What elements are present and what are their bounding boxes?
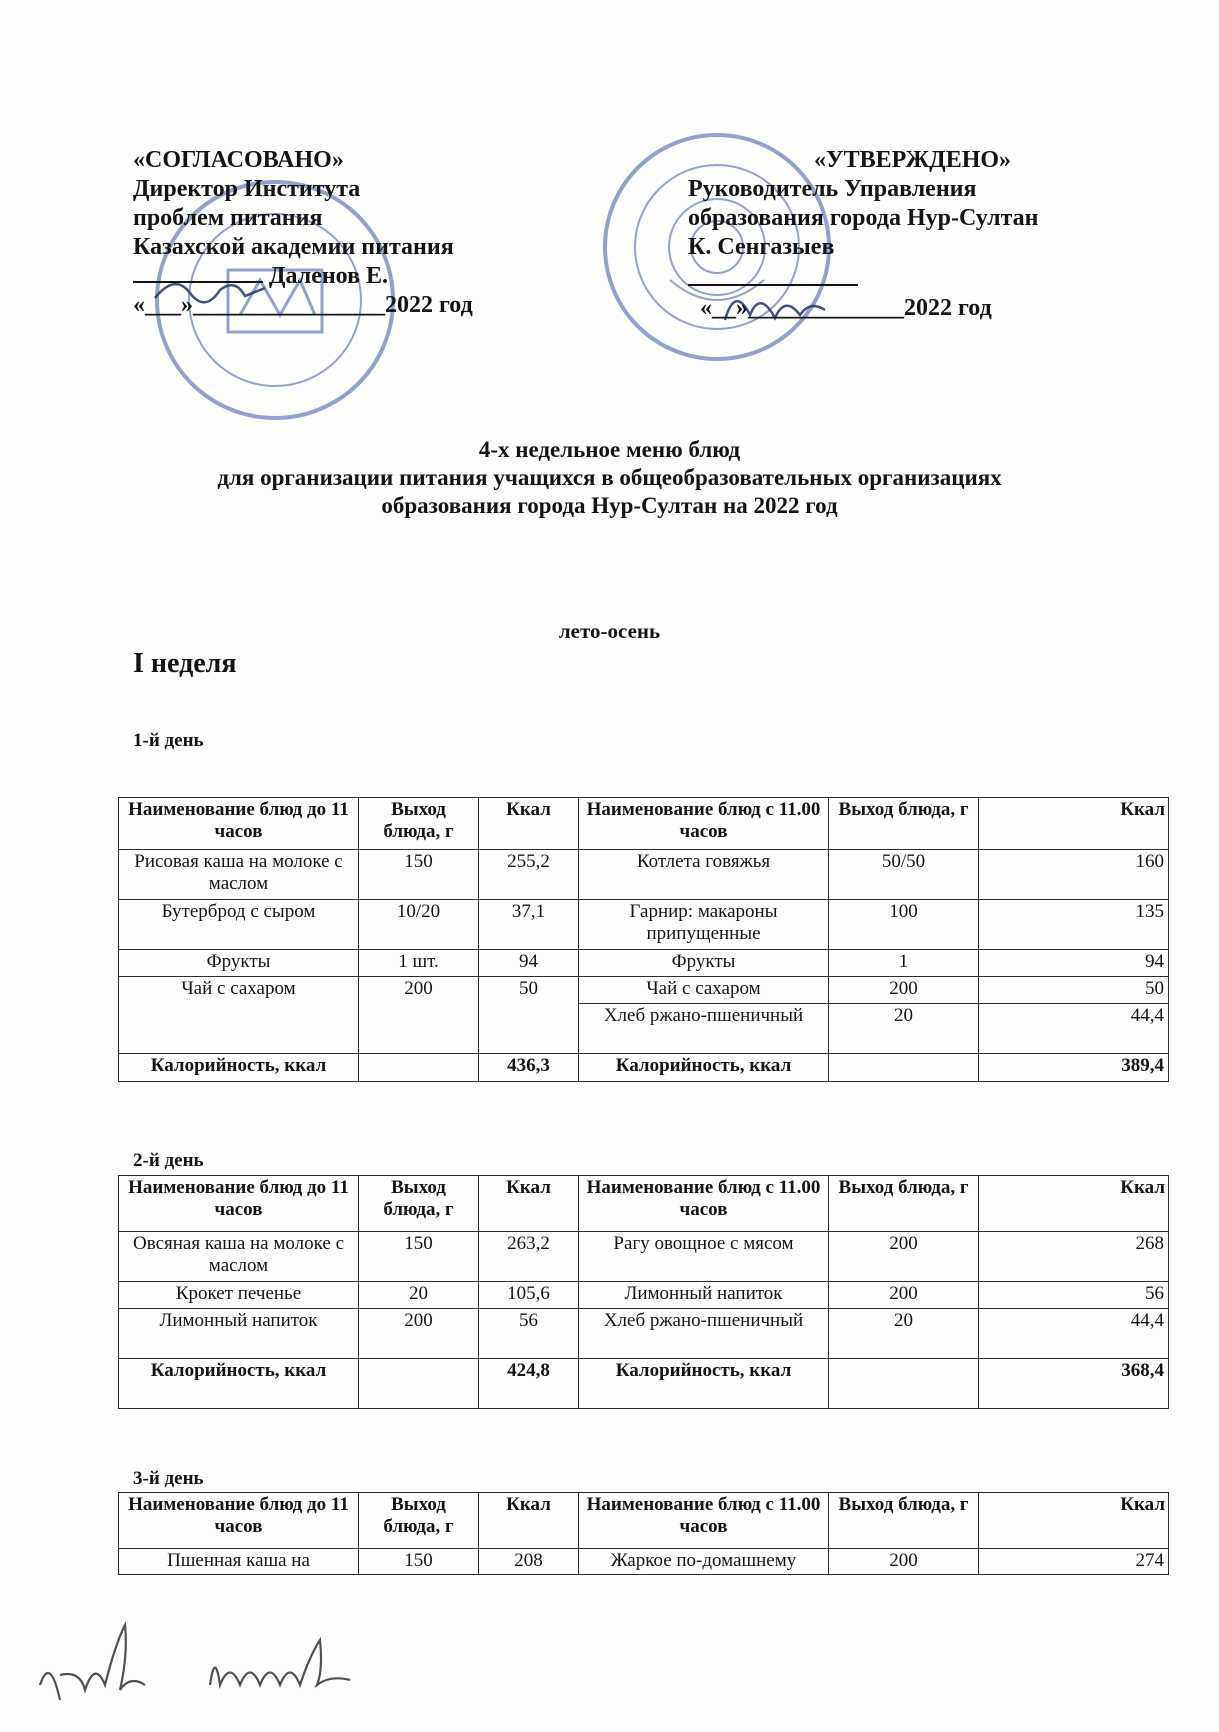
dish-before: Рисовая каша на молоке с маслом <box>119 850 359 900</box>
dish-after: Чай с сахаром <box>579 977 829 1004</box>
col-kcal: Ккал <box>979 1176 1169 1232</box>
day-label: 2-й день <box>133 1150 204 1171</box>
day-label: 3-й день <box>133 1468 204 1489</box>
kcal-after: 44,4 <box>979 1309 1169 1359</box>
yield-before: 200 <box>359 1309 479 1359</box>
season-label: лето-осень <box>558 619 661 643</box>
approval-left-line2: проблем питания <box>133 205 323 231</box>
kcal-after: 44,4 <box>979 1004 1169 1054</box>
table-row <box>119 1232 1169 1282</box>
kcal-after: 94 <box>979 950 1169 977</box>
dish-before: Чай с сахаром <box>119 977 359 1054</box>
col-name-before: Наименование блюд до 11 часов <box>119 1493 359 1549</box>
col-yield: Выход блюда, г <box>359 1493 479 1549</box>
yield-after: 200 <box>829 1549 979 1575</box>
approval-right-line2: образования города Нур-Султан <box>688 205 1039 231</box>
col-name-before: Наименование блюд до 11 часов <box>119 798 359 850</box>
kcal-after: 274 <box>979 1549 1169 1575</box>
total-before: 436,3 <box>479 1054 579 1082</box>
dish-after: Фрукты <box>579 950 829 977</box>
day-label: 1-й день <box>133 730 204 751</box>
col-name-before: Наименование блюд до 11 часов <box>119 1176 359 1232</box>
table-header-row <box>119 1493 1169 1549</box>
table-header-row <box>119 1176 1169 1232</box>
yield-after: 20 <box>829 1309 979 1359</box>
yield-before: 150 <box>359 1232 479 1282</box>
approval-right-date: «__»_____________2022 год <box>700 295 992 321</box>
approval-left-line1: Директор Института <box>133 176 361 202</box>
col-yield: Выход блюда, г <box>829 798 979 850</box>
total-row <box>119 1054 1169 1082</box>
document-title <box>0 436 1219 520</box>
kcal-before: 94 <box>479 950 579 977</box>
menu-table-day3 <box>118 1492 1169 1575</box>
table-header-row <box>119 798 1169 850</box>
yield-before: 10/20 <box>359 900 479 950</box>
table-row <box>119 1282 1169 1309</box>
approval-left-signature-line <box>133 262 473 291</box>
yield-after: 200 <box>829 977 979 1004</box>
yield-before: 1 шт. <box>359 950 479 977</box>
kcal-after: 50 <box>979 977 1169 1004</box>
yield-before: 20 <box>359 1282 479 1309</box>
table-row <box>119 900 1169 950</box>
yield-after: 1 <box>829 950 979 977</box>
col-kcal: Ккал <box>979 798 1169 850</box>
approval-left-name: Даленов Е. <box>269 263 389 289</box>
title-line3: образования города Нур-Султан на 2022 год <box>381 493 838 518</box>
col-kcal: Ккал <box>479 798 579 850</box>
kcal-after: 135 <box>979 900 1169 950</box>
kcal-before: 105,6 <box>479 1282 579 1309</box>
approval-right-line3: К. Сенгазыев <box>688 234 835 260</box>
approval-left-date: «___»________________2022 год <box>133 292 473 318</box>
col-name-after: Наименование блюд с 11.00 часов <box>579 1493 829 1549</box>
footer-signature-2 <box>205 1630 355 1700</box>
menu-table-day2 <box>118 1175 1169 1409</box>
table-row <box>119 850 1169 900</box>
col-yield: Выход блюда, г <box>829 1493 979 1549</box>
table-row <box>119 977 1169 1004</box>
approval-left <box>133 146 473 320</box>
kcal-before: 50 <box>479 977 579 1054</box>
kcal-before: 208 <box>479 1549 579 1575</box>
total-row <box>119 1359 1169 1409</box>
yield-before: 150 <box>359 850 479 900</box>
col-yield: Выход блюда, г <box>829 1176 979 1232</box>
week-heading: I неделя <box>133 648 237 679</box>
table-row <box>119 950 1169 977</box>
title-line2: для организации питания учащихся в общеобразовательных организациях <box>217 465 1002 490</box>
total-label: Калорийность, ккал <box>579 1054 829 1082</box>
yield-before: 150 <box>359 1549 479 1575</box>
dish-before: Пшенная каша на <box>119 1549 359 1575</box>
col-yield: Выход блюда, г <box>359 798 479 850</box>
dish-before: Бутерброд с сыром <box>119 900 359 950</box>
dish-before: Крокет печенье <box>119 1282 359 1309</box>
dish-after: Лимонный напиток <box>579 1282 829 1309</box>
dish-before: Фрукты <box>119 950 359 977</box>
col-kcal: Ккал <box>479 1176 579 1232</box>
kcal-after: 268 <box>979 1232 1169 1282</box>
total-after: 389,4 <box>979 1054 1169 1082</box>
footer-signature-1 <box>30 1615 150 1715</box>
kcal-after: 56 <box>979 1282 1169 1309</box>
col-kcal: Ккал <box>979 1493 1169 1549</box>
table-row <box>119 1549 1169 1575</box>
kcal-before: 37,1 <box>479 900 579 950</box>
yield-after: 50/50 <box>829 850 979 900</box>
col-name-after: Наименование блюд с 11.00 часов <box>579 1176 829 1232</box>
dish-after: Котлета говяжья <box>579 850 829 900</box>
kcal-before: 255,2 <box>479 850 579 900</box>
yield-after: 200 <box>829 1282 979 1309</box>
yield-before: 200 <box>359 977 479 1054</box>
title-line1: 4-х недельное меню блюд <box>478 437 741 462</box>
table-row <box>119 1309 1169 1359</box>
dish-before: Овсяная каша на молоке с маслом <box>119 1232 359 1282</box>
approval-right-heading: «УТВЕРЖДЕНО» <box>814 147 1012 173</box>
dish-before: Лимонный напиток <box>119 1309 359 1359</box>
dish-after: Жаркое по-домашнему <box>579 1549 829 1575</box>
approval-right-signature-line <box>688 262 1038 294</box>
yield-after: 100 <box>829 900 979 950</box>
dish-after: Рагу овощное с мясом <box>579 1232 829 1282</box>
approval-left-line3: Казахской академии питания <box>133 234 454 260</box>
yield-after: 200 <box>829 1232 979 1282</box>
total-after: 368,4 <box>979 1359 1169 1409</box>
approval-left-heading: «СОГЛАСОВАНО» <box>133 147 344 173</box>
approval-right <box>688 146 1038 323</box>
col-kcal: Ккал <box>479 1493 579 1549</box>
total-before: 424,8 <box>479 1359 579 1409</box>
dish-after: Хлеб ржано-пшеничный <box>579 1004 829 1054</box>
yield-after: 20 <box>829 1004 979 1054</box>
kcal-after: 160 <box>979 850 1169 900</box>
dish-after: Хлеб ржано-пшеничный <box>579 1309 829 1359</box>
total-label: Калорийность, ккал <box>119 1054 359 1082</box>
total-label: Калорийность, ккал <box>119 1359 359 1409</box>
menu-table-day1 <box>118 797 1169 1082</box>
approval-right-line1: Руководитель Управления <box>688 176 977 202</box>
total-label: Калорийность, ккал <box>579 1359 829 1409</box>
kcal-before: 263,2 <box>479 1232 579 1282</box>
kcal-before: 56 <box>479 1309 579 1359</box>
col-name-after: Наименование блюд с 11.00 часов <box>579 798 829 850</box>
col-yield: Выход блюда, г <box>359 1176 479 1232</box>
dish-after: Гарнир: макароны припущенные <box>579 900 829 950</box>
